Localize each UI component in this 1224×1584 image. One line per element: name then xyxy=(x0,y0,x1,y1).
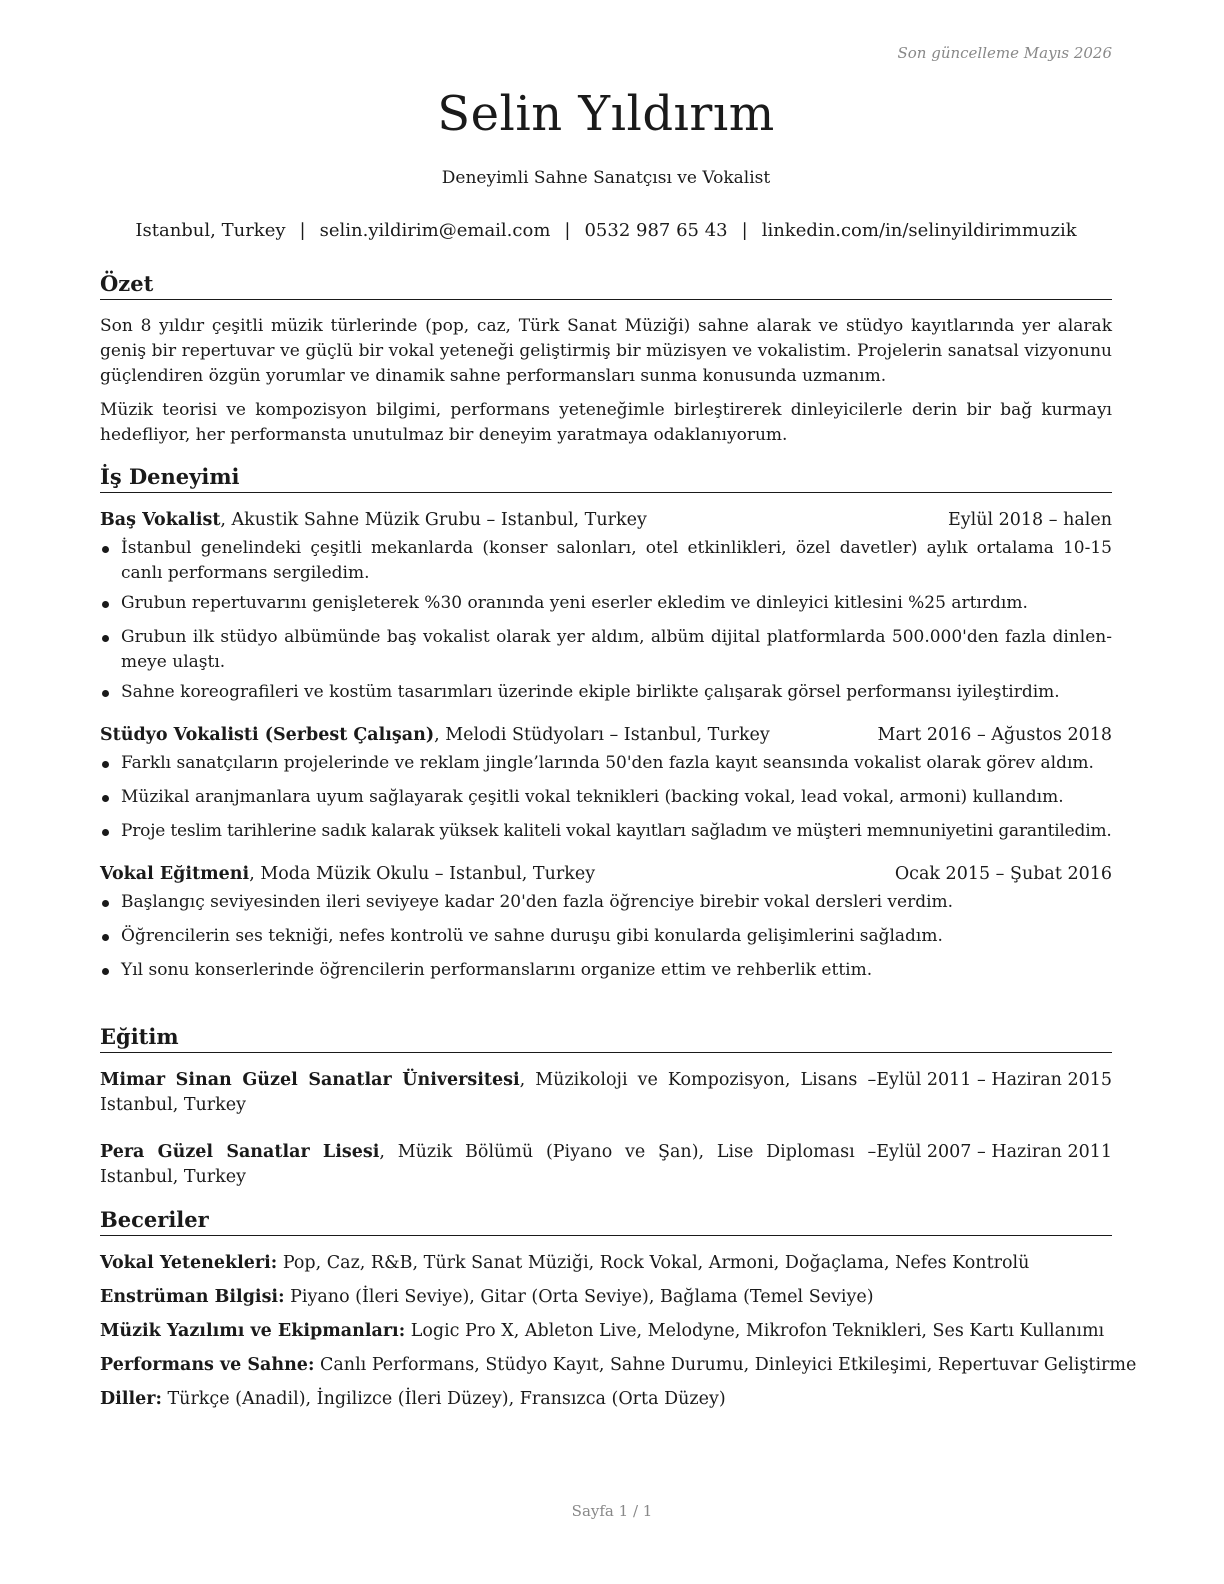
skill-row xyxy=(100,1285,1112,1310)
job-org: , Melodi Stüdyoları – Istanbul, Turkey xyxy=(434,725,770,745)
education-dates: Eylül 2011 – Haziran 2015 xyxy=(876,1070,1112,1090)
job-bullet: Sahne koreografileri ve kostüm tasarımları üzerinde ekiple birlikte çalışarak görsel performansı iyileştirdim. xyxy=(100,680,1112,705)
job-role: Baş Vokalist xyxy=(100,510,221,530)
job-dates: Eylül 2018 – halen xyxy=(947,510,1112,530)
school-name: Mimar Sinan Güzel Sanatlar Üniversitesi xyxy=(100,1070,520,1090)
experience-section xyxy=(100,463,1112,983)
section-title: Eğitim xyxy=(100,1023,1112,1053)
skill-label: Performans ve Sahne: xyxy=(100,1355,315,1375)
skill-value: Türkçe (Anadil), İngilizce (İleri Düzey), Fransızca (Orta Düzey) xyxy=(161,1389,726,1409)
job-bullet: Müzikal aranjmanlara uyum sağlayarak çeşitli vokal teknikleri (backing vokal, lead vokal, armoni) kullandım. xyxy=(100,785,1112,810)
contact-email[interactable]: selin.yildirim@email.com xyxy=(319,220,551,241)
job-bullet: Proje teslim tarihlerine sadık kalarak yüksek kaliteli vokal kayıtları sağladım ve müşteri memnuniyetini garantiledim. xyxy=(100,819,1112,844)
separator: | xyxy=(741,220,748,241)
skill-label: Vokal Yetenekleri: xyxy=(100,1253,278,1273)
last-updated: Son güncelleme Mayıs 2026 xyxy=(897,44,1112,62)
education-entry xyxy=(100,1068,1112,1118)
job-entry xyxy=(100,508,1112,705)
job-org: , Moda Müzik Okulu – Istanbul, Turkey xyxy=(249,864,596,884)
job-bullet: Başlangıç seviyesinden ileri seviyeye kadar 20'den fazla öğrenciye birebir vokal dersleri verdim. xyxy=(100,890,1112,915)
school-detail: , Müzikoloji ve Kompozisyon, Lisans – Istanbul, Turkey xyxy=(100,1070,877,1115)
education-section xyxy=(100,1023,1112,1190)
job-entry xyxy=(100,862,1112,983)
job-role: Vokal Eğitmeni xyxy=(100,864,250,884)
job-bullet: Yıl sonu konserlerinde öğrencilerin performanslarını organize ettim ve rehberlik ettim. xyxy=(100,958,1112,983)
section-title: İş Deneyimi xyxy=(100,463,1112,493)
summary-paragraph: Müzik teorisi ve kompozisyon bilgimi, performans yeteneğimle birleştirerek dinleyicilerle derin bir bağ kurmayı hedefliyor, her performansta unutulmaz bir deneyim yaratmaya odaklanıyorum. xyxy=(100,400,1112,445)
skill-row xyxy=(100,1319,1112,1344)
skill-row xyxy=(100,1353,1137,1378)
skill-value: Logic Pro X, Ableton Live, Melodyne, Mikrofon Teknikleri, Ses Kartı Kullanımı xyxy=(405,1321,1105,1341)
job-bullet: İstanbul genelindeki çeşitli mekanlarda (konser salonları, otel etkinlikleri, özel davetler) aylık ortalama 10-15 canlı performans sergiledim. xyxy=(100,536,1112,586)
job-dates: Mart 2016 – Ağustos 2018 xyxy=(877,725,1112,745)
headline: Deneyimli Sahne Sanatçısı ve Vokalist xyxy=(441,168,771,188)
separator: | xyxy=(564,220,571,241)
skill-value: Pop, Caz, R&B, Türk Sanat Müziği, Rock Vokal, Armoni, Doğaçlama, Nefes Kontrolü xyxy=(277,1253,1030,1273)
skill-label: Enstrüman Bilgisi: xyxy=(100,1287,285,1307)
candidate-name: Selin Yıldırım xyxy=(437,86,775,142)
skill-value: Piyano (İleri Seviye), Gitar (Orta Seviye), Bağlama (Temel Seviye) xyxy=(284,1287,874,1307)
job-dates: Ocak 2015 – Şubat 2016 xyxy=(894,864,1112,884)
skill-row xyxy=(100,1387,1112,1412)
summary-section xyxy=(100,270,1112,448)
skill-value: Canlı Performans, Stüdyo Kayıt, Sahne Durumu, Dinleyici Etkileşimi, Repertuvar Geliştirme xyxy=(314,1355,1137,1375)
job-bullet: Öğrencilerin ses tekniği, nefes kontrolü ve sahne duruşu gibi konularda gelişimlerini sağladım. xyxy=(100,924,1112,949)
job-header xyxy=(100,508,1112,532)
job-header xyxy=(100,723,1112,747)
job-entry xyxy=(100,723,1112,844)
contact-location: Istanbul, Turkey xyxy=(135,220,286,241)
skill-row xyxy=(100,1251,1112,1276)
skill-label: Diller: xyxy=(100,1389,162,1409)
separator: | xyxy=(299,220,306,241)
summary-paragraph: Son 8 yıldır çeşitli müzik türlerinde (pop, caz, Türk Sanat Müziği) sahne alarak ve stüdyo kayıtlarında yer alarak geniş bir repertuvar ve güçlü bir vokal yeteneği geliştirmiş bir müzisyen ve vokalistim. Projelerin sanatsal vizyonunu güçlendiren özgün yorumlar ve dinamik sahne performansları sunma konusunda uzmanım. xyxy=(100,316,1112,386)
education-dates: Eylül 2007 – Haziran 2011 xyxy=(876,1142,1112,1162)
skill-label: Müzik Yazılımı ve Ekipmanları: xyxy=(100,1321,406,1341)
contact-line xyxy=(100,220,1112,241)
job-org: , Akustik Sahne Müzik Grubu – Istanbul, Turkey xyxy=(220,510,647,530)
job-bullet: Grubun repertuvarını genişleterek %30 oranında yeni eserler ekledim ve dinleyici kitlesini %25 artırdım. xyxy=(100,591,1112,616)
section-title: Özet xyxy=(100,270,1112,300)
school-detail: , Müzik Bölümü (Piyano ve Şan), Lise Diploması – Istanbul, Turkey xyxy=(100,1142,877,1187)
job-bullet: Farklı sanatçıların projelerinde ve reklam jingle’larında 50'den fazla kayıt seansında vokalist olarak görev aldım. xyxy=(100,751,1112,776)
education-entry xyxy=(100,1140,1112,1190)
skills-section xyxy=(100,1206,1137,1412)
contact-phone[interactable]: 0532 987 65 43 xyxy=(584,220,728,241)
job-role: Stüdyo Vokalisti (Serbest Çalışan) xyxy=(100,725,435,745)
contact-linkedin[interactable]: linkedin.com/in/selinyildirimmuzik xyxy=(761,220,1077,241)
school-name: Pera Güzel Sanatlar Lisesi xyxy=(100,1142,380,1162)
section-title: Beceriler xyxy=(100,1206,1112,1236)
job-bullet: Grubun ilk stüdyo albümünde baş vokalist olarak yer aldım, albüm dijital platformlarda 500.000'den fazla dinlenmeye ulaştı. xyxy=(100,625,1112,675)
page-number: Sayfa 1 / 1 xyxy=(571,1502,653,1520)
job-header xyxy=(100,862,1112,886)
